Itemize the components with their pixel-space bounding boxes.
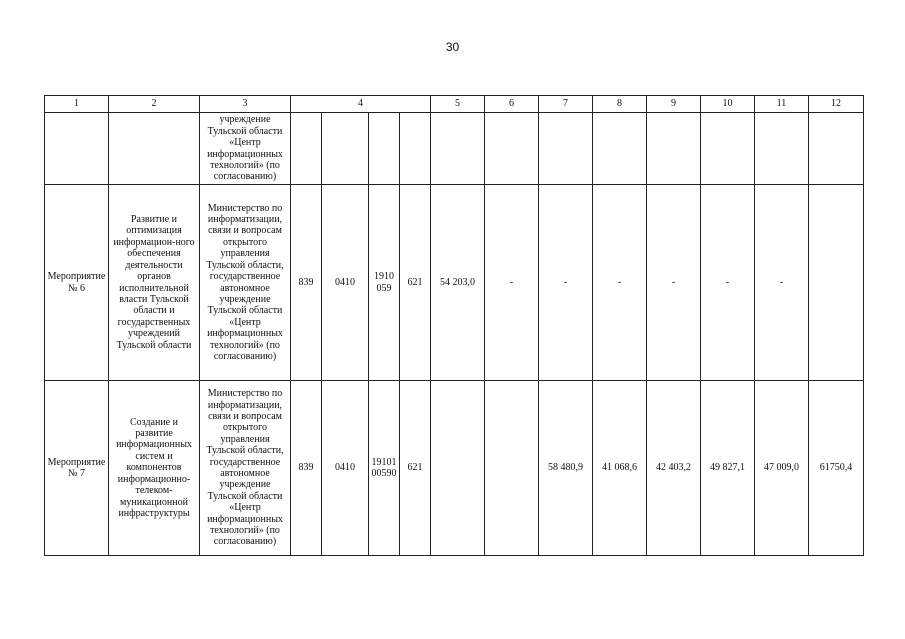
cell-executor: Министерство по информатизации, связи и вопросам открытого управления Тульской области, государственное автономное учреждение Тульской области «Центр информационных технологий» (по согласованию) (200, 381, 291, 556)
cell-csr: 19101 00590 (369, 381, 400, 556)
header-cell-11: 11 (755, 96, 809, 113)
cell-name: Развитие и оптимизация информацион-ного обеспечения деятельности органов исполнительной власти Тульской области и государственных учреждений Тульской области (109, 185, 200, 381)
cell-executor: учреждение Тульской области «Центр информационных технологий» (по согласованию) (200, 113, 291, 185)
table-row-measure-7 (45, 381, 864, 556)
cell-col5: 54 203,0 (431, 185, 485, 381)
cell-col8: - (593, 185, 647, 381)
cell-col6: - (485, 185, 539, 381)
cell-col7: 58 480,9 (539, 381, 593, 556)
cell-grbs: 839 (291, 185, 322, 381)
cell-rzpr: 0410 (322, 185, 369, 381)
cell-csr: 1910 059 (369, 185, 400, 381)
cell-executor: Министерство по информатизации, связи и вопросам открытого управления Тульской области, государственное автономное учреждение Тульской области «Центр информационных технологий» (по согласованию) (200, 185, 291, 381)
cell-col11: 47 009,0 (755, 381, 809, 556)
cell-grbs: 839 (291, 381, 322, 556)
cell-grbs (291, 113, 322, 185)
cell-col11: - (755, 185, 809, 381)
header-cell-1: 1 (45, 96, 109, 113)
header-cell-6: 6 (485, 96, 539, 113)
cell-name: Создание и развитие информационных систем и компонентов информационно-телеком-муникационной инфраструктуры (109, 381, 200, 556)
cell-code: Мероприятие № 7 (45, 381, 109, 556)
header-cell-3: 3 (200, 96, 291, 113)
cell-col11 (755, 113, 809, 185)
header-cell-12: 12 (809, 96, 864, 113)
header-cell-10: 10 (701, 96, 755, 113)
cell-col8: 41 068,6 (593, 381, 647, 556)
cell-col9: - (647, 185, 701, 381)
cell-col12 (809, 113, 864, 185)
cell-col10 (701, 113, 755, 185)
cell-col10: 49 827,1 (701, 381, 755, 556)
cell-code: Мероприятие № 6 (45, 185, 109, 381)
table-row-measure-6 (45, 185, 864, 381)
cell-col12: 61750,4 (809, 381, 864, 556)
cell-col12 (809, 185, 864, 381)
cell-col9 (647, 113, 701, 185)
cell-col7 (539, 113, 593, 185)
cell-code (45, 113, 109, 185)
cell-name (109, 113, 200, 185)
cell-col10: - (701, 185, 755, 381)
cell-vr: 621 (400, 185, 431, 381)
cell-vr (400, 113, 431, 185)
cell-vr: 621 (400, 381, 431, 556)
cell-col5 (431, 113, 485, 185)
header-cell-7: 7 (539, 96, 593, 113)
cell-csr (369, 113, 400, 185)
page-number: 30 (445, 40, 460, 54)
header-cell-9: 9 (647, 96, 701, 113)
header-cell-2: 2 (109, 96, 200, 113)
budget-table (44, 95, 864, 556)
cell-col9: 42 403,2 (647, 381, 701, 556)
header-cell-5: 5 (431, 96, 485, 113)
header-row (45, 96, 864, 113)
cell-col8 (593, 113, 647, 185)
header-cell-4: 4 (291, 96, 431, 113)
cell-rzpr (322, 113, 369, 185)
cell-col7: - (539, 185, 593, 381)
table-row-continued (45, 113, 864, 185)
cell-col6 (485, 113, 539, 185)
cell-col6 (485, 381, 539, 556)
cell-col5 (431, 381, 485, 556)
header-cell-8: 8 (593, 96, 647, 113)
cell-rzpr: 0410 (322, 381, 369, 556)
